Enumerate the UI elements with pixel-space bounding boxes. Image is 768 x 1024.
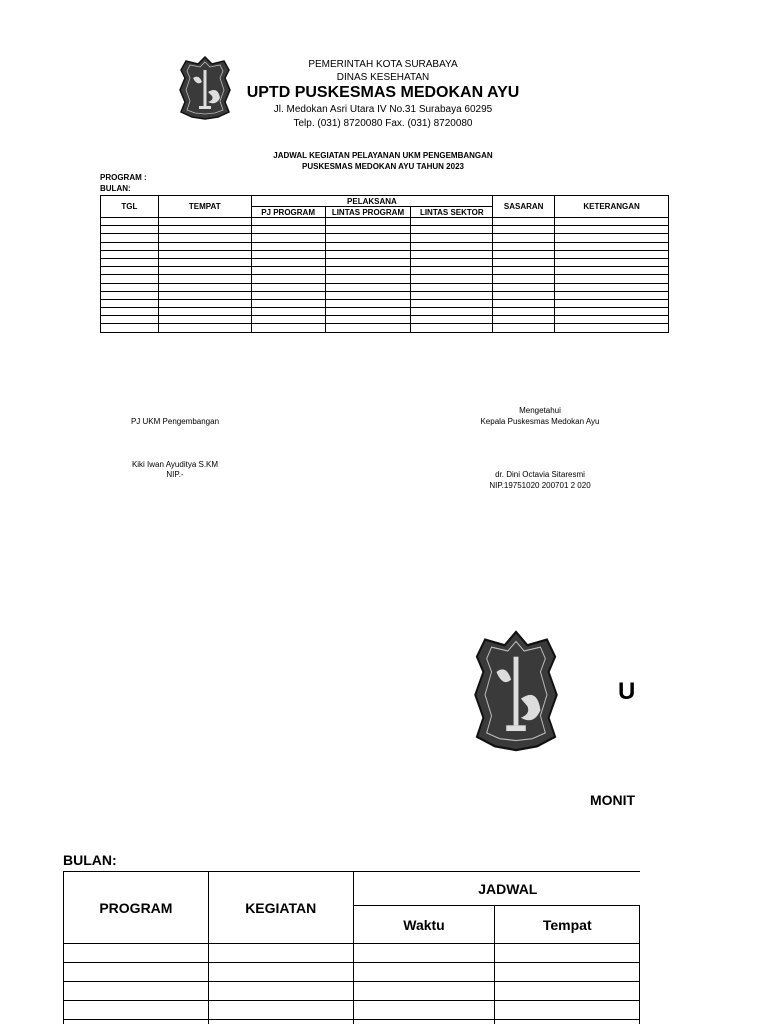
right-signer-nip: NIP.19751020 200701 2 020 [489, 481, 591, 490]
table-cell [411, 291, 493, 299]
table-row [64, 944, 641, 963]
table-cell [411, 316, 493, 324]
table-cell [158, 218, 251, 226]
table-cell [353, 982, 495, 1001]
table-cell [411, 242, 493, 250]
table-cell [208, 982, 353, 1001]
bulan-label-large: BULAN: [63, 852, 117, 868]
surabaya-emblem-logo-large [472, 630, 560, 752]
table-cell [251, 234, 325, 242]
table-cell [325, 308, 411, 316]
table-cell [325, 242, 411, 250]
table-cell [555, 250, 669, 258]
table-cell [251, 226, 325, 234]
table-row [101, 299, 669, 307]
table-cell [411, 218, 493, 226]
table-cell [158, 267, 251, 275]
table-cell [555, 308, 669, 316]
table-cell [411, 234, 493, 242]
table-cell [495, 982, 640, 1001]
right-signer-name: dr. Dini Octavia Sitaresmi [495, 470, 585, 479]
table-cell [353, 944, 495, 963]
table-cell [493, 299, 555, 307]
table-cell [158, 291, 251, 299]
table-row [64, 1001, 641, 1020]
table-cell [325, 316, 411, 324]
col-header-tgl: TGL [101, 196, 159, 218]
table-row [101, 291, 669, 299]
col-header-waktu: Waktu [353, 906, 495, 944]
table-cell [325, 234, 411, 242]
table-cell [208, 963, 353, 982]
address: Jl. Medokan Asri Utara IV No.31 Surabaya 60295 [273, 104, 493, 115]
table-cell [158, 250, 251, 258]
table-row [101, 242, 669, 250]
table-row [101, 234, 669, 242]
doc-title-line2: PUSKESMAS MEDOKAN AYU TAHUN 2023 [302, 162, 464, 171]
table-cell [555, 275, 669, 283]
table-cell [495, 944, 640, 963]
table-cell [495, 963, 640, 982]
table-cell [251, 275, 325, 283]
table-cell [158, 234, 251, 242]
table-cell [158, 242, 251, 250]
table-cell [208, 944, 353, 963]
table-cell [353, 963, 495, 982]
table-cell [325, 299, 411, 307]
table-cell [493, 308, 555, 316]
table-cell [158, 283, 251, 291]
col-header-jadwal: JADWAL [353, 872, 640, 906]
table-cell [325, 258, 411, 266]
table-cell [251, 291, 325, 299]
second-page-preview [0, 600, 640, 1024]
table-cell [64, 1001, 209, 1020]
table-cell [411, 226, 493, 234]
table-cell [555, 218, 669, 226]
right-known-label: Mengetahui [519, 406, 561, 415]
table-cell [325, 267, 411, 275]
table-cell [251, 218, 325, 226]
table-cell [353, 1020, 495, 1024]
col-header-lintas-program: LINTAS PROGRAM [325, 207, 411, 218]
table-cell [493, 242, 555, 250]
table-cell [555, 324, 669, 332]
table-cell [158, 275, 251, 283]
table-cell [251, 316, 325, 324]
table-cell [493, 283, 555, 291]
monitoring-table [63, 871, 640, 1024]
col-header-program: PROGRAM [64, 872, 209, 944]
table-cell [555, 299, 669, 307]
table-cell [493, 226, 555, 234]
table-cell [325, 324, 411, 332]
table-cell [101, 226, 159, 234]
table-cell [64, 944, 209, 963]
table-row [101, 308, 669, 316]
table-row [101, 275, 669, 283]
table-cell [251, 242, 325, 250]
table-cell [411, 308, 493, 316]
table-cell [493, 275, 555, 283]
table-cell [251, 324, 325, 332]
table-cell [101, 308, 159, 316]
table-row [64, 963, 641, 982]
table-cell [101, 275, 159, 283]
col-header-tempat: TEMPAT [158, 196, 251, 218]
table-cell [64, 1020, 209, 1024]
table-cell [251, 250, 325, 258]
left-signer-nip: NIP.- [166, 470, 184, 479]
bulan-label: BULAN: [100, 184, 131, 193]
org-name-partial: U [618, 678, 636, 705]
table-cell [158, 324, 251, 332]
table-cell [101, 242, 159, 250]
table-cell [411, 250, 493, 258]
right-signer-role: Kepala Puskesmas Medokan Ayu [480, 417, 600, 426]
table-row [101, 258, 669, 266]
table-cell [208, 1001, 353, 1020]
table-cell [353, 1001, 495, 1020]
left-signer-role: PJ UKM Pengembangan [130, 417, 220, 426]
table-cell [158, 299, 251, 307]
program-label: PROGRAM : [100, 173, 147, 182]
table-cell [411, 267, 493, 275]
table-cell [101, 324, 159, 332]
table-row [101, 283, 669, 291]
table-cell [493, 267, 555, 275]
table-cell [411, 283, 493, 291]
table-row [101, 324, 669, 332]
table-row [101, 267, 669, 275]
table-cell [493, 218, 555, 226]
table-cell [495, 1020, 640, 1024]
table-cell [555, 267, 669, 275]
table-cell [493, 316, 555, 324]
table-cell [251, 258, 325, 266]
table-cell [101, 267, 159, 275]
table-cell [493, 324, 555, 332]
table-cell [555, 234, 669, 242]
table-cell [101, 299, 159, 307]
org-name: UPTD PUSKESMAS MEDOKAN AYU [246, 84, 520, 101]
table-row [101, 250, 669, 258]
table-cell [64, 963, 209, 982]
col-header-kegiatan: KEGIATAN [208, 872, 353, 944]
table-cell [411, 258, 493, 266]
col-header-pj-program: PJ PROGRAM [251, 207, 325, 218]
monitoring-title-partial: MONIT [590, 792, 636, 808]
table-cell [158, 316, 251, 324]
table-cell [251, 299, 325, 307]
table-cell [555, 283, 669, 291]
table-cell [251, 283, 325, 291]
col-header-pelaksana: PELAKSANA [251, 196, 493, 207]
table-cell [555, 316, 669, 324]
table-row [64, 982, 641, 1001]
table-cell [411, 299, 493, 307]
table-cell [555, 258, 669, 266]
dept-name: DINAS KESEHATAN [336, 72, 430, 83]
table-cell [101, 218, 159, 226]
table-cell [325, 275, 411, 283]
gov-name: PEMERINTAH KOTA SURABAYA [308, 59, 458, 70]
table-cell [325, 218, 411, 226]
doc-title-line1: JADWAL KEGIATAN PELAYANAN UKM PENGEMBANGAN [273, 151, 493, 160]
table-cell [555, 242, 669, 250]
table-row [101, 226, 669, 234]
schedule-table [100, 195, 669, 333]
table-cell [64, 982, 209, 1001]
table-cell [101, 258, 159, 266]
table-row [101, 316, 669, 324]
table-cell [493, 250, 555, 258]
table-cell [325, 291, 411, 299]
table-cell [101, 250, 159, 258]
table-cell [411, 324, 493, 332]
phone: Telp. (031) 8720080 Fax. (031) 8720080 [293, 118, 473, 129]
table-cell [493, 258, 555, 266]
table-cell [101, 234, 159, 242]
table-cell [158, 226, 251, 234]
table-cell [101, 291, 159, 299]
table-cell [158, 308, 251, 316]
table-cell [251, 267, 325, 275]
col-header-tempat-large: Tempat [495, 906, 640, 944]
col-header-keterangan: KETERANGAN [555, 196, 669, 218]
table-cell [555, 291, 669, 299]
table-cell [325, 226, 411, 234]
table-cell [158, 258, 251, 266]
table-cell [495, 1001, 640, 1020]
table-cell [251, 308, 325, 316]
table-cell [208, 1020, 353, 1024]
table-cell [101, 316, 159, 324]
table-cell [493, 234, 555, 242]
left-signer-name: Kiki Iwan Ayuditya S.KM [131, 460, 219, 469]
col-header-lintas-sektor: LINTAS SEKTOR [411, 207, 493, 218]
surabaya-emblem-logo [178, 56, 232, 120]
table-cell [493, 291, 555, 299]
table-cell [411, 275, 493, 283]
table-row [101, 218, 669, 226]
table-cell [325, 283, 411, 291]
table-row [64, 1020, 641, 1024]
table-cell [101, 283, 159, 291]
table-cell [555, 226, 669, 234]
col-header-sasaran: SASARAN [493, 196, 555, 218]
table-cell [325, 250, 411, 258]
